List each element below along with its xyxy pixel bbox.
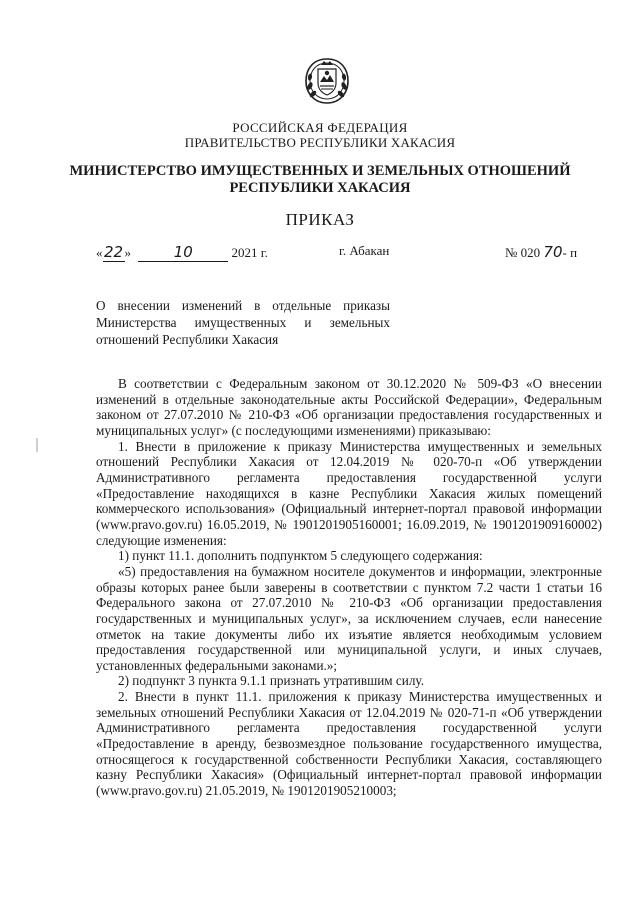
date-day: 22 [103, 243, 124, 261]
margin-mark [36, 438, 38, 452]
order-number-handwritten: 70 [543, 243, 563, 261]
order-subject [96, 297, 390, 348]
emblem-shield-icon [318, 69, 336, 95]
subject-line3: отношений Республики Хакасия [96, 332, 279, 347]
ministry-title-line2: РЕСПУБЛИКИ ХАКАСИЯ [229, 180, 411, 196]
city: г. Абакан [339, 243, 390, 258]
date-field [96, 243, 268, 262]
order-number-prefix: № 020 [505, 245, 541, 260]
coat-of-arms-emblem [303, 56, 351, 106]
body-item-1-1: 1) пункт 11.1. дополнить подпунктом 5 следующего содержания: [118, 548, 483, 564]
subject-line2: Министерства имущественных и земельных [96, 315, 390, 330]
header-government: ПРАВИТЕЛЬСТВО РЕСПУБЛИКИ ХАКАСИЯ [184, 135, 456, 150]
body-item-2: 2. Внести в пункт 11.1. приложения к приказу Министерства имущественных и земельных отношений Республики Хакасия от 12.04.2019 № 020-71-п «Об утверждении Административного регламента предоставления государственной услуги «Предоставление в аренду, безвозмездное пользование государственного имущества, относящегося к государственной собственности Республики Хакасия, составляющего казну Республики Хакасия» (Официальный интернет-портал правовой информации (www.pravo.gov.ru) 21.05.2019, № 1901201905210003; [96, 689, 602, 799]
header-country: РОССИЙСКАЯ ФЕДЕРАЦИЯ [232, 120, 408, 135]
order-body [96, 376, 602, 799]
body-item-1-1-quote: «5) предоставления на бумажном носителе документов и информации, электронные образы которых ранее были заверены в соответствии с пунктом 7.2 части 1 статьи 16 Федерального закона от 27.07.2010 № 210-ФЗ «Об организации предоставления государственных и муниципальных услуг», за исключением случаев, если нанесение отметок на такие документы либо их изъятие является необходимым условием предоставления государственной или муниципальной услуги, и иных случаев, установленных федеральными законами.»; [96, 563, 602, 673]
subject-line1: О внесении изменений в отдельные приказы [96, 298, 390, 313]
document-type: ПРИКАЗ [285, 210, 355, 229]
body-item-1: 1. Внести в приложение к приказу Министерства имущественных и земельных отношений Республики Хакасия от 12.04.2019 № 020-70-п «Об утверждении Административного регламента предоставления государственной услуги «Предоставление находящихся в казне Республики Хакасия жилых помещений коммерческого использования» (Официальный интернет-портал правовой информации (www.pravo.gov.ru) 16.05.2019, № 1901201905160001; 16.09.2019, № 1901201909160002) следующие изменения: [96, 438, 602, 548]
order-number-suffix: - п [562, 245, 578, 260]
date-quote-open: « [96, 245, 103, 260]
date-month: 10 [138, 243, 228, 262]
date-quote-close: » [124, 245, 131, 260]
body-intro: В соответствии с Федеральным законом от 30.12.2020 № 509-ФЗ «О внесении изменений в отдельные законодательные акты Российской Федерации», Федеральным законом от 27.07.2010 № 210-ФЗ «Об организации предоставления государственных и муниципальных услуг» (с последующими изменениями) приказываю: [96, 376, 602, 438]
date-year: 2021 г. [231, 245, 268, 260]
order-number [505, 243, 577, 261]
body-item-1-2: 2) подпункт 3 пункта 9.1.1 признать утратившим силу. [118, 673, 424, 689]
ministry-title-line1: МИНИСТЕРСТВО ИМУЩЕСТВЕННЫХ И ЗЕМЕЛЬНЫХ ОТНОШЕНИЙ [69, 163, 571, 179]
ministry-title [0, 163, 640, 197]
